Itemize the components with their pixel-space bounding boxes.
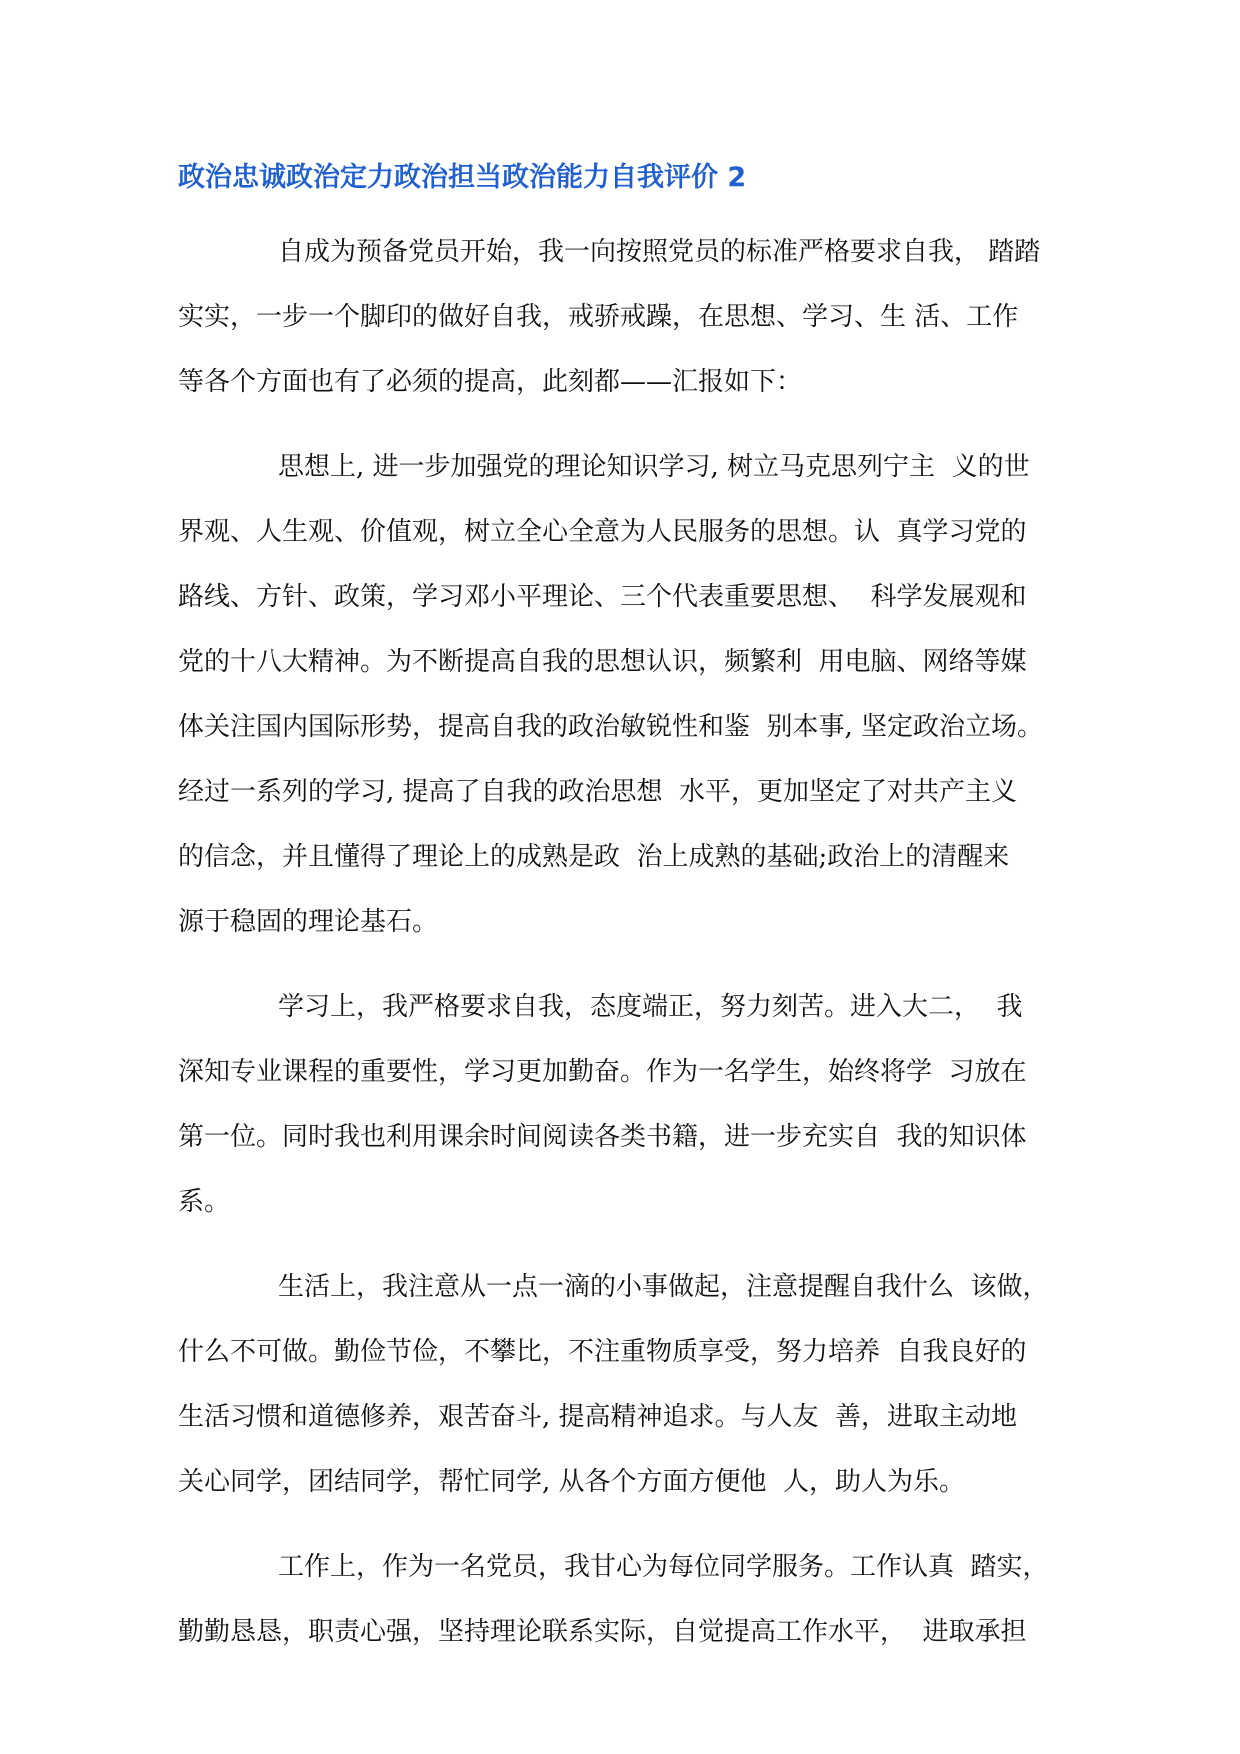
paragraph-line: 思想上, 进一步加强党的理论知识学习, 树立马克思列宁主 义的世 <box>278 452 1030 482</box>
paragraph-line: 学习上，我严格要求自我，态度端正，努力刻苦。进入大二， 我 <box>278 992 1023 1022</box>
paragraph-line: 自成为预备党员开始，我一向按照党员的标准严格要求自我， 踏踏 <box>278 237 1041 267</box>
paragraph-line: 系。 <box>178 1187 231 1217</box>
document-body <box>178 220 1078 1685</box>
paragraph-line: 的信念，并且懂得了理论上的成熟是政 治上成熟的基础;政治上的清醒来 <box>178 842 1010 872</box>
paragraph-line: 工作上，作为一名党员，我甘心为每位同学服务。工作认真 踏实， <box>278 1552 1049 1582</box>
paragraph-line: 源于稳固的理论基石。 <box>178 907 439 937</box>
paragraph-work <box>178 1535 1078 1665</box>
paragraph-intro <box>178 220 1078 415</box>
paragraph-line: 体关注国内国际形势，提高自我的政治敏锐性和鉴 别本事, 坚定政治立场。 <box>178 712 1044 742</box>
paragraph-line: 党的十八大精神。为不断提高自我的思想认识，频繁利 用电脑、网络等媒 <box>178 647 1027 677</box>
paragraph-line: 生活上，我注意从一点一滴的小事做起，注意提醒自我什么 该做， <box>278 1272 1049 1302</box>
document-title: 政治忠诚政治定力政治担当政治能力自我评价 2 <box>178 162 747 193</box>
paragraph-line: 深知专业课程的重要性，学习更加勤奋。作为一名学生，始终将学 习放在 <box>178 1057 1027 1087</box>
paragraph-line: 路线、方针、政策，学习邓小平理论、三个代表重要思想、 科学发展观和 <box>178 582 1027 612</box>
paragraph-line: 什么不可做。勤俭节俭，不攀比，不注重物质享受，努力培养 自我良好的 <box>178 1337 1027 1367</box>
paragraph-line: 关心同学，团结同学，帮忙同学, 从各个方面方便他 人，助人为乐。 <box>178 1467 966 1497</box>
paragraph-line: 等各个方面也有了必须的提高，此刻都——汇报如下： <box>178 367 803 397</box>
paragraph-thought <box>178 435 1078 955</box>
paragraph-line: 界观、人生观、价值观，树立全心全意为人民服务的思想。认 真学习党的 <box>178 517 1027 547</box>
paragraph-line: 经过一系列的学习, 提高了自我的政治思想 水平，更加坚定了对共产主义 <box>178 777 1018 807</box>
paragraph-line: 第一位。同时我也利用课余时间阅读各类书籍，进一步充实自 我的知识体 <box>178 1122 1027 1152</box>
paragraph-life <box>178 1255 1078 1515</box>
paragraph-line: 生活习惯和道德修养，艰苦奋斗, 提高精神追求。与人友 善，进取主动地 <box>178 1402 1018 1432</box>
paragraph-study <box>178 975 1078 1235</box>
paragraph-line: 勤勤恳恳，职责心强，坚持理论联系实际，自觉提高工作水平， 进取承担 <box>178 1617 1027 1647</box>
paragraph-line: 实实，一步一个脚印的做好自我，戒骄戒躁，在思想、学习、生 活、工作 <box>178 302 1019 332</box>
